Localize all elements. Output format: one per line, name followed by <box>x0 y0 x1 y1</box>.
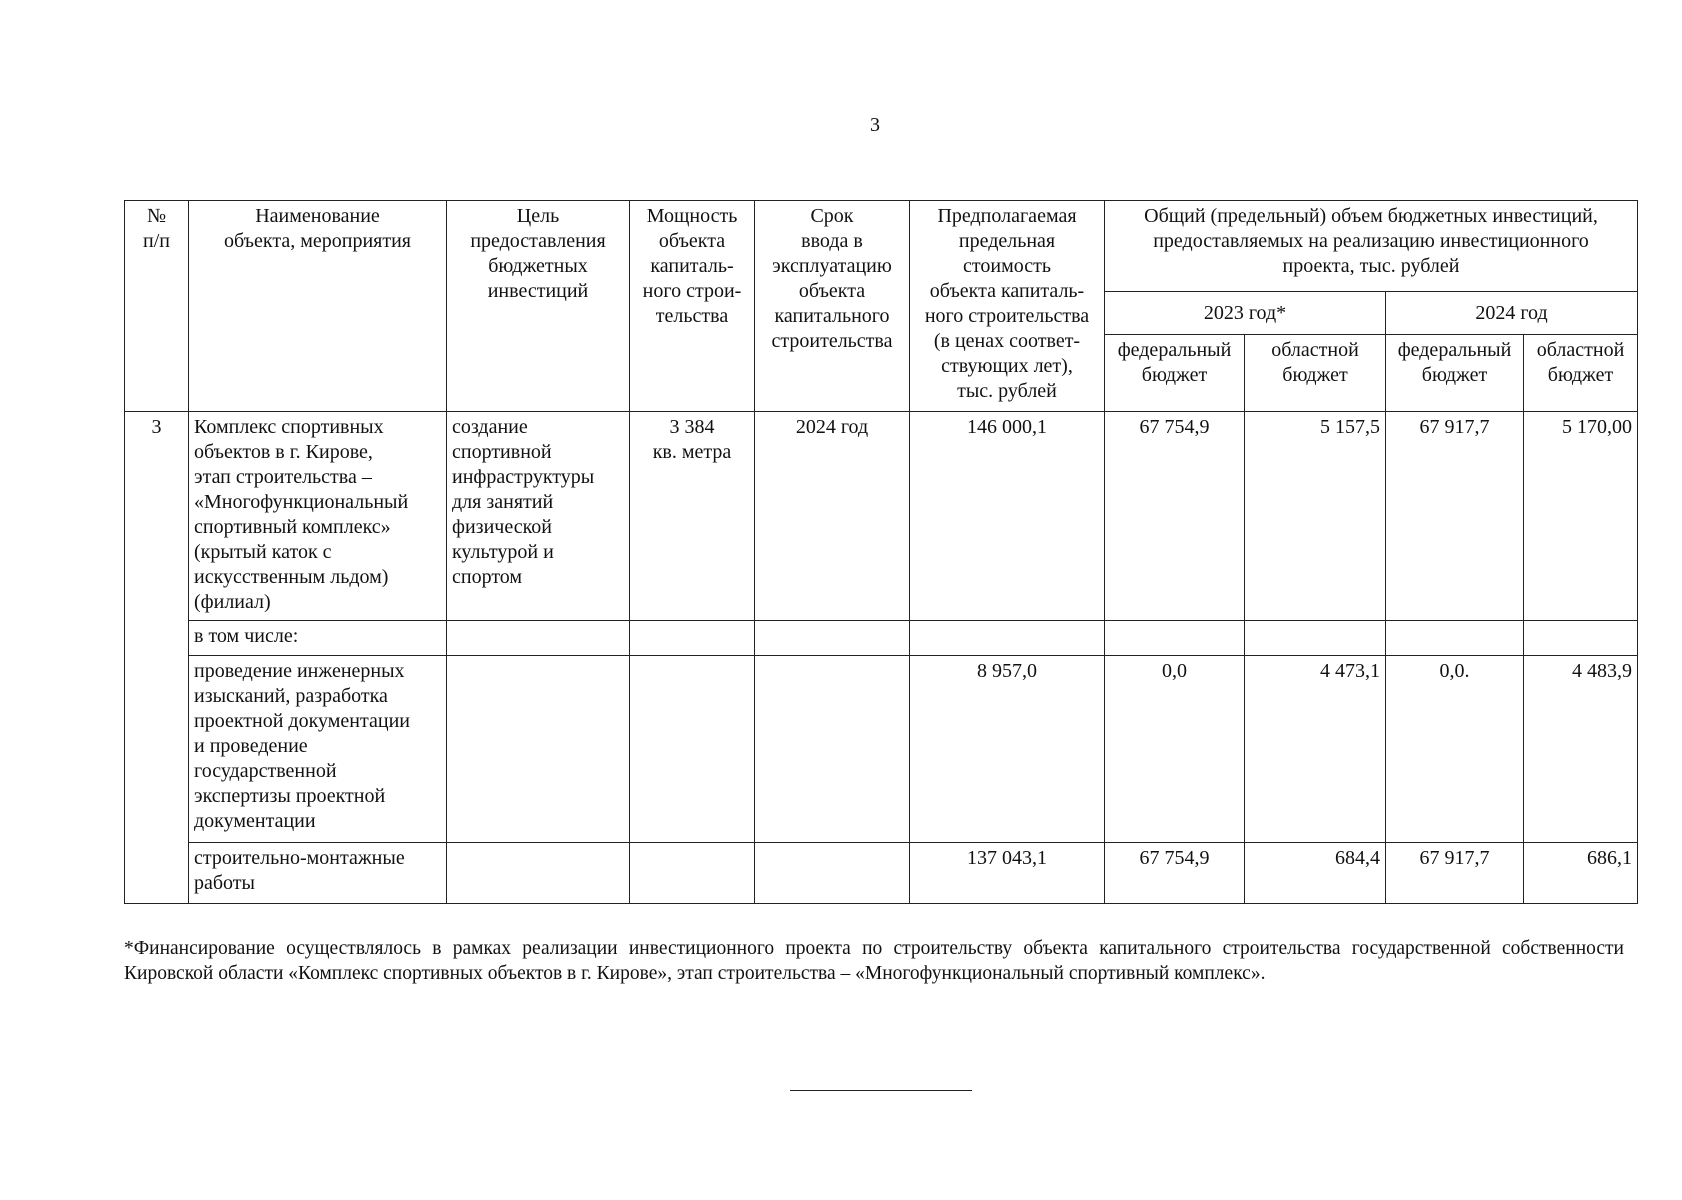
header-name: Наименование объекта, мероприятия <box>189 201 447 412</box>
header-regional-2023: областной бюджет <box>1245 335 1386 412</box>
empty-cell <box>630 621 755 656</box>
including-label: в том числе: <box>189 621 447 656</box>
empty-cell <box>755 843 910 904</box>
empty-cell <box>755 621 910 656</box>
empty-cell <box>630 843 755 904</box>
regional-2024: 5 170,00 <box>1524 412 1638 621</box>
header-term: Срок ввода в эксплуатацию объекта капитального строительства <box>755 201 910 412</box>
header-federal-2023: федеральный бюджет <box>1105 335 1245 412</box>
budget-investment-table <box>124 200 1638 904</box>
header-cost: Предполагаемая предельная стоимость объекта капиталь- ного строительства (в ценах соответ- ствующих лет), тыс. рублей <box>910 201 1105 412</box>
federal-2024: 67 917,7 <box>1386 412 1524 621</box>
header-capacity: Мощность объекта капиталь- ного строи- тельства <box>630 201 755 412</box>
footnote: *Финансирование осуществлялось в рамках реализации инвестиционного проекта по строительству объекта капитального строительства государственной собственности Кировской области «Комплекс спортивных объектов в г. Кирове», этап строительства – «Многофункциональный спортивный комплекс». <box>124 938 1624 984</box>
subitem-regional-2023: 4 473,1 <box>1245 656 1386 843</box>
empty-cell <box>447 656 630 843</box>
header-num: № п/п <box>125 201 189 412</box>
header-year-2023: 2023 год* <box>1105 292 1386 335</box>
empty-cell <box>910 621 1105 656</box>
object-capacity: 3 384 кв. метра <box>630 412 755 621</box>
subitem-cost: 8 957,0 <box>910 656 1105 843</box>
empty-cell <box>447 843 630 904</box>
header-federal-2024: федеральный бюджет <box>1386 335 1524 412</box>
table-row <box>125 656 1638 843</box>
table-row <box>125 412 1638 621</box>
empty-cell <box>630 656 755 843</box>
empty-cell <box>1105 621 1245 656</box>
header-total-investment: Общий (предельный) объем бюджетных инвестиций, предоставляемых на реализацию инвестиционного проекта, тыс. рублей <box>1105 201 1638 292</box>
header-year-2024: 2024 год <box>1386 292 1638 335</box>
subitem-cost: 137 043,1 <box>910 843 1105 904</box>
subitem-federal-2023: 67 754,9 <box>1105 843 1245 904</box>
empty-cell <box>1524 621 1638 656</box>
subitem-federal-2023: 0,0 <box>1105 656 1245 843</box>
row-num: 3 <box>125 412 189 904</box>
subitem-name: проведение инженерных изысканий, разработка проектной документации и проведение государственной экспертизы проектной документации <box>189 656 447 843</box>
estimated-cost: 146 000,1 <box>910 412 1105 621</box>
page-number: 3 <box>870 114 880 136</box>
subitem-federal-2024: 67 917,7 <box>1386 843 1524 904</box>
subitem-regional-2023: 684,4 <box>1245 843 1386 904</box>
investment-goal: создание спортивной инфраструктуры для занятий физической культурой и спортом <box>447 412 630 621</box>
header-goal: Цель предоставления бюджетных инвестиций <box>447 201 630 412</box>
subitem-regional-2024: 686,1 <box>1524 843 1638 904</box>
header-regional-2024: областной бюджет <box>1524 335 1638 412</box>
closing-divider-line <box>790 1090 972 1091</box>
empty-cell <box>447 621 630 656</box>
empty-cell <box>755 656 910 843</box>
subitem-regional-2024: 4 483,9 <box>1524 656 1638 843</box>
empty-cell <box>1245 621 1386 656</box>
table-row <box>125 843 1638 904</box>
commissioning-term: 2024 год <box>755 412 910 621</box>
object-name: Комплекс спортивных объектов в г. Кирове, этап строительства – «Многофункциональный спортивный комплекс» (крытый каток с искусственным льдом) (филиал) <box>189 412 447 621</box>
table-row <box>125 621 1638 656</box>
subitem-name: строительно-монтажные работы <box>189 843 447 904</box>
empty-cell <box>1386 621 1524 656</box>
subitem-federal-2024: 0,0. <box>1386 656 1524 843</box>
regional-2023: 5 157,5 <box>1245 412 1386 621</box>
federal-2023: 67 754,9 <box>1105 412 1245 621</box>
